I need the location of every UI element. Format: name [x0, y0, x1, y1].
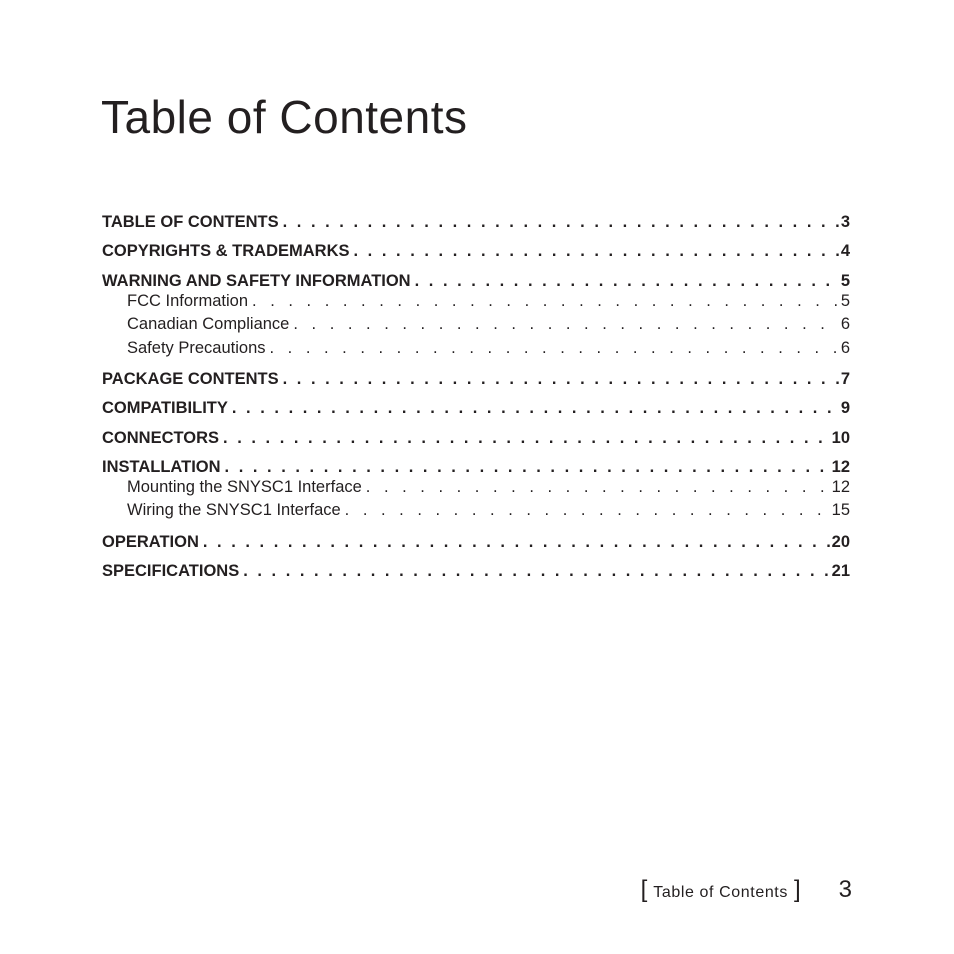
toc-entry-page: 9: [839, 394, 850, 423]
footer-close-bracket: ]: [793, 876, 801, 903]
dot-leader: [232, 394, 839, 423]
table-of-contents: [102, 208, 850, 586]
dot-leader: [283, 208, 839, 237]
toc-subentry-label: Mounting the SNYSC1 Interface: [127, 476, 366, 499]
toc-entry-page: 5: [839, 267, 850, 296]
toc-subentry-label: Wiring the SNYSC1 Interface: [127, 499, 345, 522]
dot-leader: [252, 290, 839, 313]
toc-subentry-label: FCC Information: [127, 290, 252, 313]
toc-entry-page: 3: [839, 208, 850, 237]
toc-entry[interactable]: [102, 365, 850, 394]
toc-entry-label: WARNING AND SAFETY INFORMATION: [102, 267, 415, 296]
toc-entry-label: COPYRIGHTS & TRADEMARKS: [102, 237, 354, 266]
toc-entry-label: SPECIFICATIONS: [102, 557, 243, 586]
toc-subentry[interactable]: [102, 337, 850, 360]
toc-entry-page: 10: [830, 424, 850, 453]
toc-subentry-page: 6: [839, 313, 850, 336]
toc-subentry[interactable]: [102, 476, 850, 499]
toc-entry[interactable]: [102, 208, 850, 237]
dot-leader: [223, 424, 830, 453]
toc-entry-page: 4: [839, 237, 850, 266]
dot-leader: [293, 313, 838, 336]
toc-entry-label: COMPATIBILITY: [102, 394, 232, 423]
toc-subentry[interactable]: [102, 313, 850, 336]
dot-leader: [243, 557, 829, 586]
footer-section-label: Table of Contents: [653, 884, 788, 901]
toc-subentry[interactable]: [102, 290, 850, 313]
dot-leader: [345, 499, 830, 522]
toc-entry[interactable]: [102, 237, 850, 266]
page-number: 3: [838, 876, 852, 903]
toc-subentry[interactable]: [102, 499, 850, 522]
toc-entry-page: 7: [839, 365, 850, 394]
page-title: Table of Contents: [101, 91, 468, 143]
toc-subentry-page: 5: [839, 290, 850, 313]
toc-entry-label: INSTALLATION: [102, 453, 225, 482]
dot-leader: [203, 528, 830, 557]
toc-subentry-page: 6: [839, 337, 850, 360]
dot-leader: [270, 337, 839, 360]
footer-open-bracket: [: [640, 876, 648, 903]
toc-entry-label: PACKAGE CONTENTS: [102, 365, 283, 394]
toc-entry[interactable]: [102, 394, 850, 423]
toc-entry-label: TABLE OF CONTENTS: [102, 208, 283, 237]
page-footer: [641, 876, 852, 904]
dot-leader: [366, 476, 830, 499]
toc-entry[interactable]: [102, 424, 850, 453]
toc-subentry-page: 12: [830, 476, 850, 499]
toc-entry-page: 20: [830, 528, 850, 557]
toc-entry-label: CONNECTORS: [102, 424, 223, 453]
toc-entry-page: 21: [830, 557, 850, 586]
toc-subentry-page: 15: [830, 499, 850, 522]
toc-subentry-label: Safety Precautions: [127, 337, 270, 360]
toc-entry-page: 12: [830, 453, 850, 482]
dot-leader: [283, 365, 839, 394]
dot-leader: [354, 237, 839, 266]
toc-entry-label: OPERATION: [102, 528, 203, 557]
toc-entry[interactable]: [102, 528, 850, 557]
toc-subentry-label: Canadian Compliance: [127, 313, 293, 336]
toc-entry[interactable]: [102, 557, 850, 586]
